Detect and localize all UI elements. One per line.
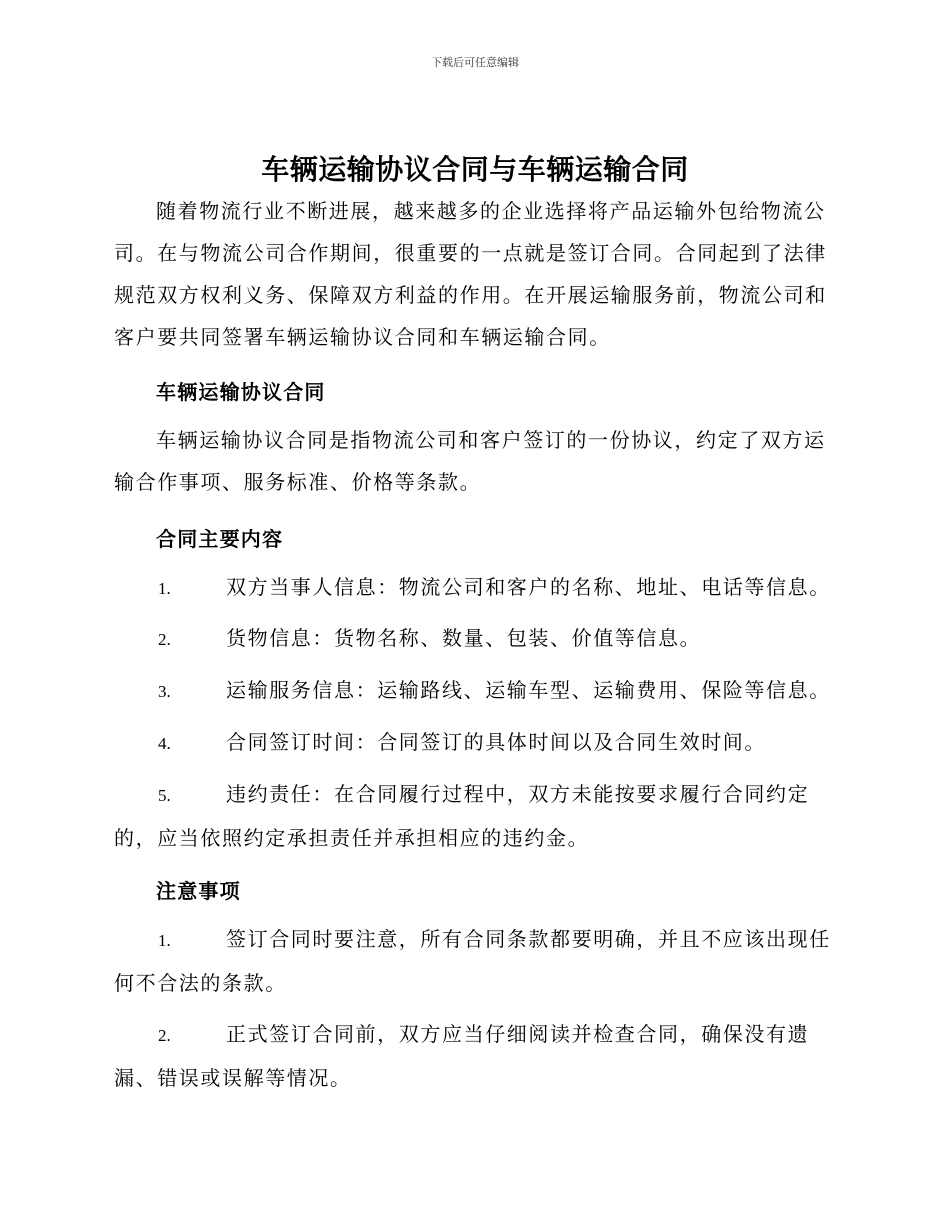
- list-number: 2.: [158, 1026, 171, 1045]
- list-item-text: 双方当事人信息：物流公司和客户的名称、地址、电话等信息。: [226, 575, 831, 599]
- agreement-paragraph: 车辆运输协议合同是指物流公司和客户签订的一份协议，约定了双方运输合作事项、服务标准、价格等条款。: [114, 428, 826, 494]
- list-item-text: 合同签订时间：合同签订的具体时间以及合同生效时间。: [226, 730, 766, 754]
- list-item-text: 签订合同时要注意，所有合同条款都要明确，并且不应该出现任何不合法的条款。: [114, 927, 831, 995]
- list-number: 2.: [158, 630, 171, 649]
- list-item-text: 正式签订合同前，双方应当仔细阅读并检查合同，确保没有遗漏、错误或误解等情况。: [114, 1022, 810, 1090]
- intro-paragraph: 随着物流行业不断进展，越来越多的企业选择将产品运输外包给物流公司。在与物流公司合作期间，很重要的一点就是签订合同。合同起到了法律规范双方权利义务、保障双方利益的作用。在开展运输服务前，物流公司和客户要共同签署车辆运输协议合同和车辆运输合同。: [114, 199, 827, 349]
- section-heading-main-content: 合同主要内容: [156, 527, 284, 551]
- list-item-text: 运输服务信息：运输路线、运输车型、运输费用、保险等信息。: [226, 678, 831, 702]
- list-number: 5.: [158, 786, 171, 805]
- list-item-text: 货物信息：货物名称、数量、包装、价值等信息。: [226, 626, 702, 650]
- section-heading-notes: 注意事项: [156, 879, 241, 903]
- list-number: 4.: [158, 734, 171, 753]
- list-item: [114, 566, 832, 610]
- list-item-text: 违约责任：在合同履行过程中，双方未能按要求履行合同约定的，应当依照约定承担责任并承担相应的违约金。: [114, 782, 810, 850]
- document-title: 车辆运输协议合同与车辆运输合同: [261, 153, 689, 186]
- list-item: [114, 721, 832, 765]
- list-item: [114, 773, 832, 859]
- list-number: 1.: [158, 579, 171, 598]
- list-item: [114, 918, 832, 1004]
- page-header-note: 下载后可任意编辑: [431, 56, 519, 69]
- list-number: 3.: [158, 682, 171, 701]
- list-item: [114, 617, 832, 661]
- section-heading-agreement: 车辆运输协议合同: [156, 380, 326, 404]
- list-item: [114, 1013, 832, 1099]
- list-item: [114, 669, 832, 713]
- list-number: 1.: [158, 931, 171, 950]
